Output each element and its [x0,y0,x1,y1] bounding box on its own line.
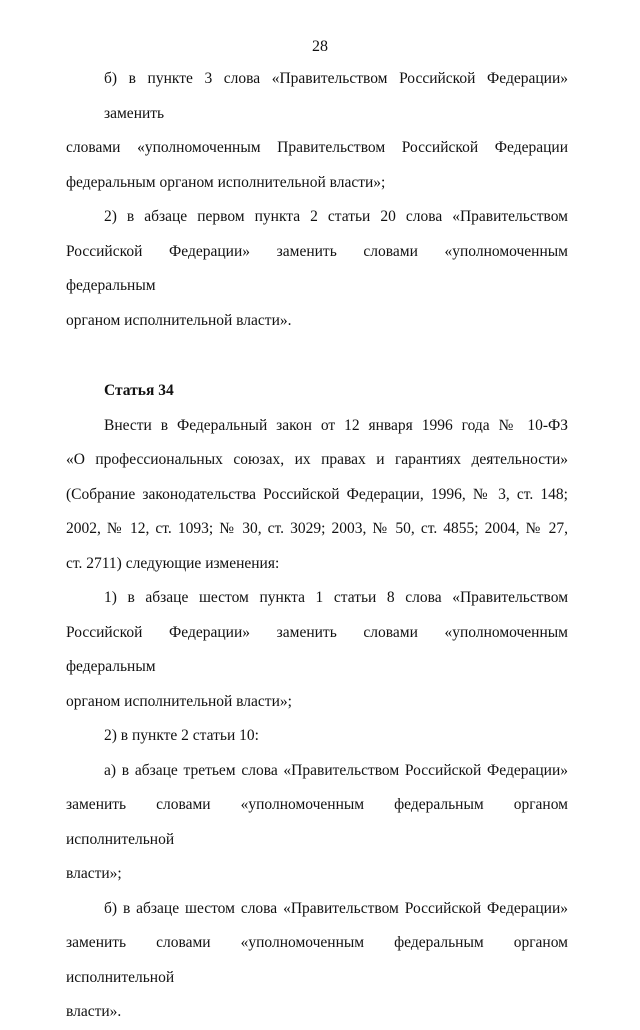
text-line: а) в абзаце третьем слова «Правительством Российской Федерации» [104,761,568,779]
text-line: б) в пункте 3 слова «Правительством Российской Федерации» заменить [104,70,568,122]
text-line: 2002, № 12, ст. 1093; № 30, ст. 3029; 2003, № 50, ст. 4855; 2004, № 27, [66,520,568,537]
section-gap [66,338,568,374]
text-line: федеральным органом исполнительной власти»; [66,173,386,191]
document-body [66,62,568,1030]
text-line: органом исполнительной власти»; [66,692,292,710]
item-2 [66,719,568,754]
text-line: Российской Федерации» заменить словами «уполномоченным федеральным [66,242,568,294]
text-line: власти». [66,1003,122,1020]
text-line: ст. 2711) следующие изменения: [66,554,280,572]
paragraph-2-statya-20 [66,200,568,338]
article-title: Статья 34 [104,382,174,399]
article-intro [66,409,568,582]
text-line: органом исполнительной власти». [66,311,292,329]
text-line: 1) в абзаце шестом пункта 1 статьи 8 слова «Правительством [104,589,568,606]
text-line: заменить словами «уполномоченным федеральным органом исполнительной [66,934,568,986]
text-line: б) в абзаце шестом слова «Правительством Российской Федерации» [104,899,568,917]
text-line: 2) в пункте 2 статьи 10: [104,727,259,744]
text-line: (Собрание законодательства Российской Федерации, 1996, № 3, ст. 148; [66,485,568,503]
text-line: 2) в абзаце первом пункта 2 статьи 20 слова «Правительством [104,208,568,225]
page-number: 28 [312,38,328,55]
item-2a [66,754,568,892]
text-line: заменить словами «уполномоченным федеральным органом исполнительной [66,796,568,848]
item-1 [66,581,568,719]
text-line: власти»; [66,865,122,882]
text-line: Внести в Федеральный закон от 12 января 1996 года № 10-ФЗ [104,416,568,434]
paragraph-b-punkt-3 [66,62,568,200]
text-line: Российской Федерации» заменить словами «уполномоченным федеральным [66,623,568,675]
text-line: «О профессиональных союзах, их правах и гарантиях деятельности» [66,451,568,468]
text-line: словами «уполномоченным Правительством Российской Федерации [66,139,568,156]
item-2b [66,892,568,1030]
